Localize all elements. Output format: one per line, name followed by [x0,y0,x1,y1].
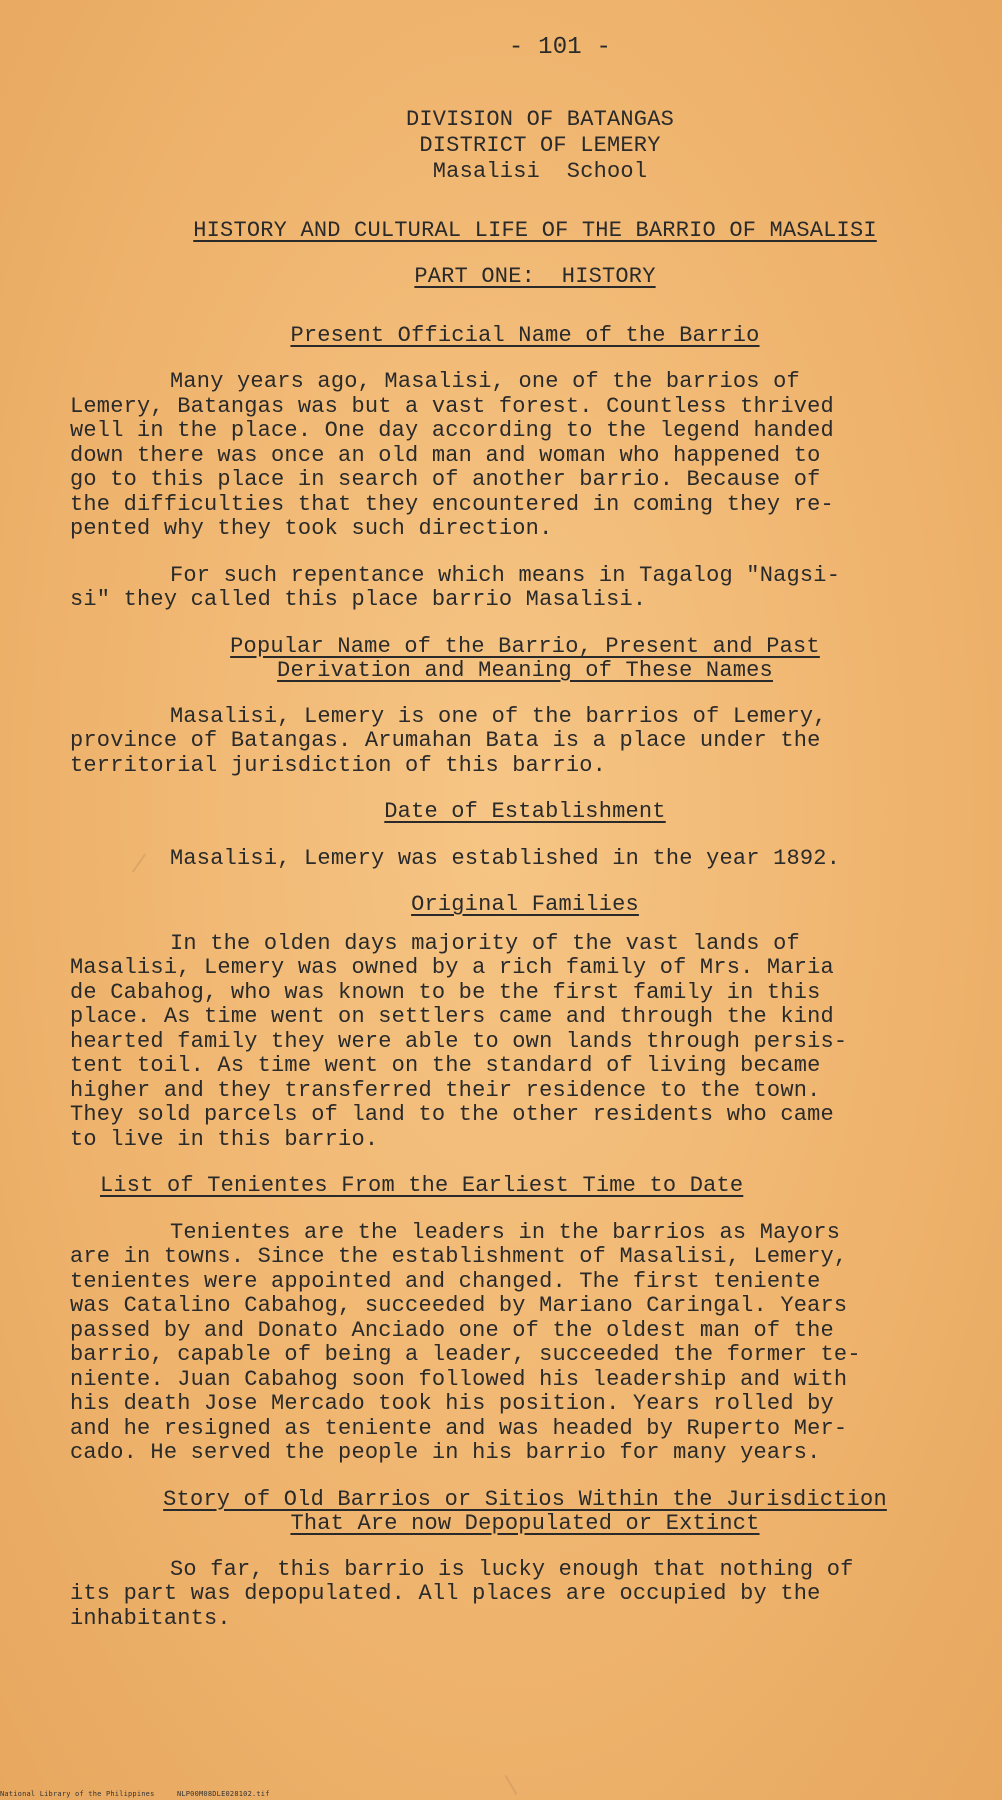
pencil-mark [505,1775,518,1795]
division-line: DIVISION OF BATANGAS [405,106,675,132]
paragraph-original-families: In the olden days majority of the vast lands of Masalisi, Lemery was owned by a rich family of Mrs. Maria de Cabahog, who was known to be the first family in this place. As time went on settlers came and through the kind hearted family they were able to own lands through persis- tent toil. As time went on the standard of living became higher and they transferred their residence to the town. They sold parcels of land to the other residents who came to live in this barrio. [70,930,848,1152]
section-heading-original-families: Original Families [411,892,639,917]
paragraph-old-barrios: So far, this barrio is lucky enough that nothing of its part was depopulated. All places are occupied by the inhabitants. [70,1556,854,1631]
paragraph-official-name: Many years ago, Masalisi, one of the barrios of Lemery, Batangas was but a vast forest. Countless thrived well in the place. One day according to the legend handed down there was once an old man and woman who happened to go to this place in search of another barrio. Because of the difficulties that they encountered in coming they re- pented why they took such direction. [70,369,834,541]
paragraph-repentance: For such repentance which means in Tagalog "Nagsi- si" they called this place barrio Masalisi. [70,562,841,612]
section-heading-popular-name: Popular Name of the Barrio, Present and Past Derivation and Meaning of These Names [230,633,820,683]
school-line: Masalisi School [432,158,648,184]
file-name: NLP00M08DLE028102.tif [176,1790,270,1798]
paragraph-tenientes: Tenientes are the leaders in the barrios as Mayors are in towns. Since the establishment of Masalisi, Lemery, tenientes were appointed and changed. The first teniente was Catalino Cabahog, succeeded by Mariano Caringal. Years passed by and Donato Anciado one of the oldest man of the barrio, capable of being a leader, succeeded the former te- niente. Juan Cabahog soon followed his leadership and with his death Jose Mercado took his position. Years rolled by and he resigned as teniente and was headed by Ruperto Mer- cado. He served the people in his barrio for many years. [70,1219,861,1465]
part-title: PART ONE: HISTORY [414,264,656,289]
page-number: - 101 - [508,34,612,61]
library-credit: National Library of the Philippines [0,1790,155,1798]
document-header [140,107,940,185]
section-heading-tenientes: List of Tenientes From the Earliest Time to Date [100,1173,744,1198]
main-title: HISTORY AND CULTURAL LIFE OF THE BARRIO OF MASALISI [193,217,877,243]
section-heading-official-name: Present Official Name of the Barrio [290,322,760,348]
section-heading-establishment: Date of Establishment [384,799,666,824]
district-line: DISTRICT OF LEMERY [419,132,661,158]
scan-footer [0,1790,288,1798]
section-heading-old-barrios: Story of Old Barrios or Sitios Within the Jurisdiction That Are now Depopulated or Extinct [163,1486,887,1536]
document-body [70,30,940,1631]
paragraph-establishment: Masalisi, Lemery was established in the year 1892. [170,845,841,871]
paragraph-popular-name: Masalisi, Lemery is one of the barrios of Lemery, province of Batangas. Arumahan Bata is a place under the territorial jurisdiction of this barrio. [70,703,827,778]
